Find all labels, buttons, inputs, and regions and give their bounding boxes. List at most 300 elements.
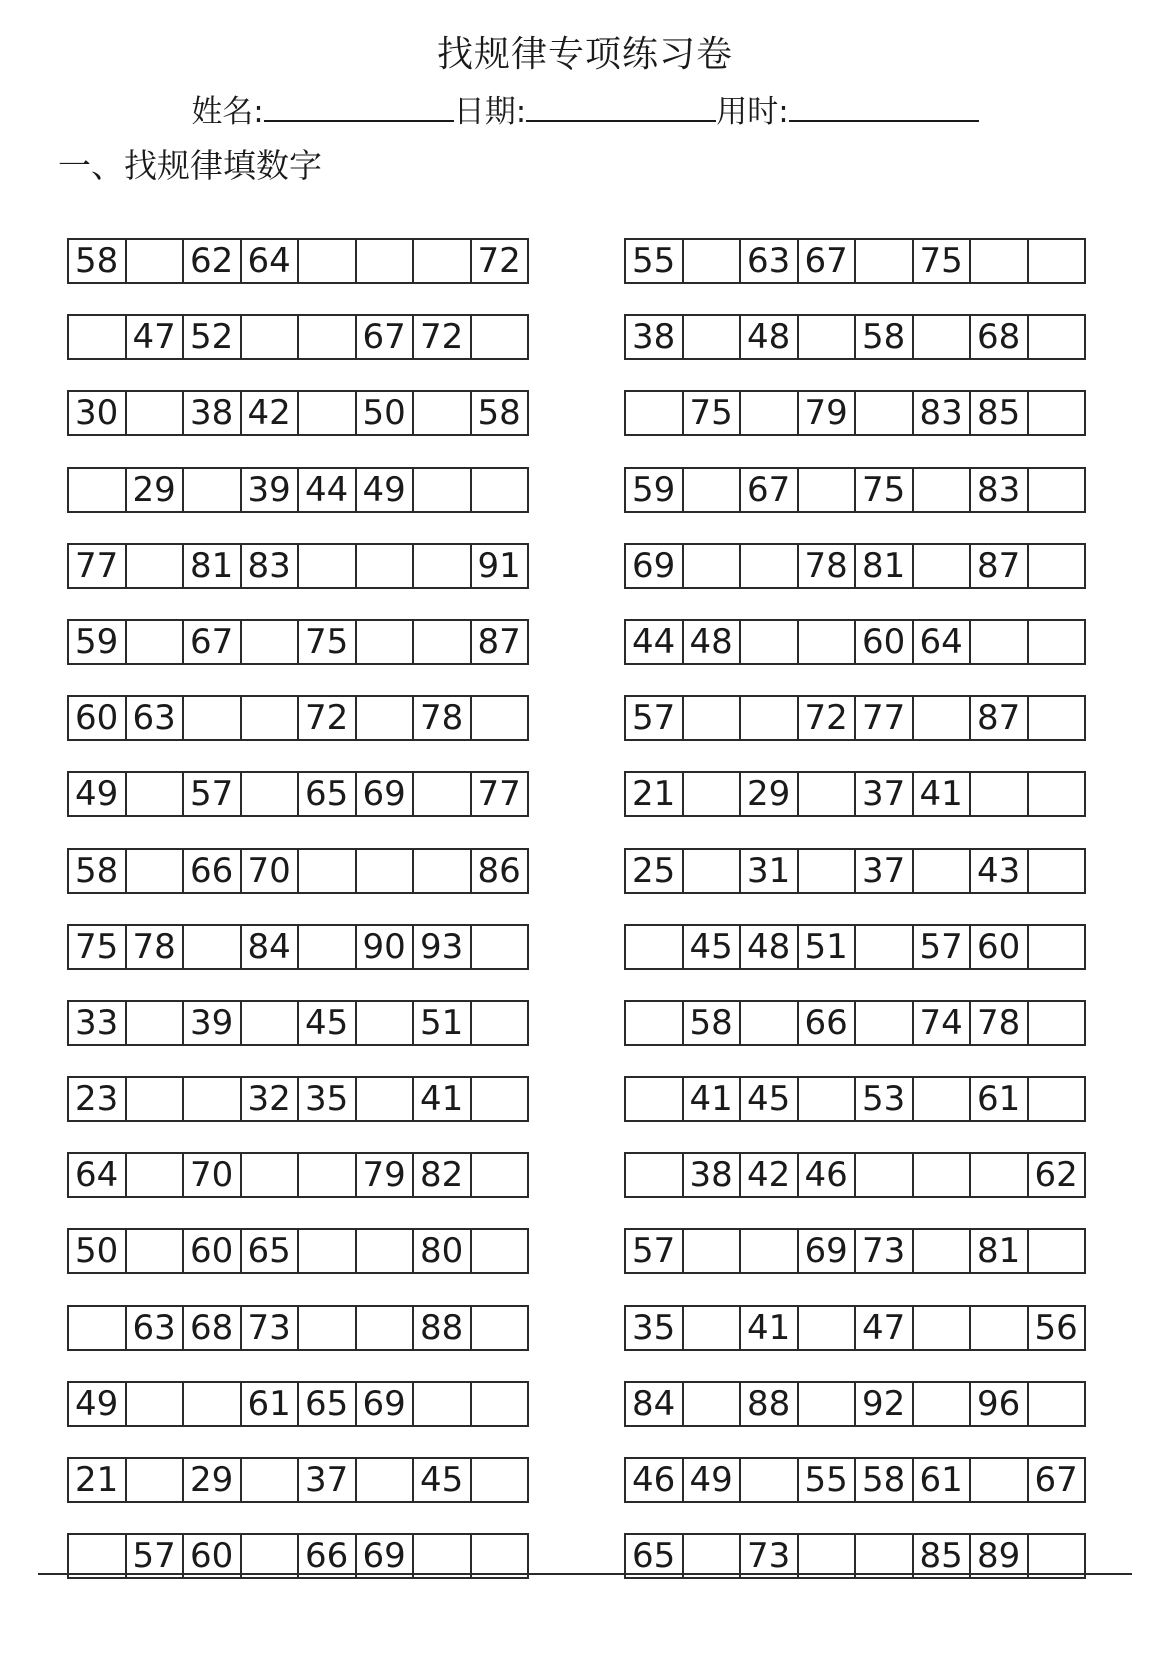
given-number-cell: 81 [854,543,914,589]
given-number-cell: 58 [682,1000,742,1046]
given-number-cell: 81 [969,1228,1029,1274]
answer-blank-cell [297,1228,357,1274]
given-number-cell: 67 [797,238,857,284]
given-number-cell: 49 [355,467,415,513]
answer-blank-cell [739,390,799,436]
given-number-cell: 56 [1027,1305,1087,1351]
given-number-cell: 55 [797,1457,857,1503]
answer-blank-cell [355,1305,415,1351]
answer-blank-cell [624,1076,684,1122]
answer-blank-cell [297,390,357,436]
given-number-cell: 65 [624,1533,684,1579]
given-number-cell: 73 [739,1533,799,1579]
answer-blank-cell [969,619,1029,665]
answer-blank-cell [125,238,185,284]
given-number-cell: 57 [624,1228,684,1274]
answer-blank-cell [182,467,242,513]
answer-blank-cell [797,771,857,817]
number-sequence-row [624,1228,1100,1274]
number-sequence-row [67,848,543,894]
given-number-cell: 65 [240,1228,300,1274]
given-number-cell: 69 [624,543,684,589]
given-number-cell: 78 [125,924,185,970]
given-number-cell: 67 [182,619,242,665]
given-number-cell: 49 [67,771,127,817]
given-number-cell: 77 [67,543,127,589]
answer-blank-cell [412,619,472,665]
number-sequence-row [67,1076,543,1122]
answer-blank-cell [797,1381,857,1427]
answer-blank-cell [470,467,530,513]
number-sequence-row [67,771,543,817]
number-sequence-row [624,467,1100,513]
given-number-cell: 30 [67,390,127,436]
answer-blank-cell [854,924,914,970]
given-number-cell: 62 [1027,1152,1087,1198]
answer-blank-cell [682,848,742,894]
given-number-cell: 37 [297,1457,357,1503]
answer-blank-cell [912,1381,972,1427]
given-number-cell: 21 [67,1457,127,1503]
answer-blank-cell [912,1305,972,1351]
given-number-cell: 43 [969,848,1029,894]
given-number-cell: 35 [297,1076,357,1122]
answer-blank-cell [182,695,242,741]
number-sequence-row [67,924,543,970]
answer-blank-cell [355,619,415,665]
number-sequence-row [624,1381,1100,1427]
number-sequence-row [67,619,543,665]
given-number-cell: 92 [854,1381,914,1427]
answer-blank-cell [739,1457,799,1503]
given-number-cell: 38 [624,314,684,360]
given-number-cell: 61 [969,1076,1029,1122]
answer-blank-cell [470,1305,530,1351]
answer-blank-cell [797,467,857,513]
given-number-cell: 75 [297,619,357,665]
number-sequence-row [624,238,1100,284]
answer-blank-cell [240,619,300,665]
time-label: 用时: [716,94,789,130]
answer-blank-cell [240,1000,300,1046]
answer-blank-cell [412,543,472,589]
answer-blank-cell [624,390,684,436]
given-number-cell: 96 [969,1381,1029,1427]
given-number-cell: 46 [797,1152,857,1198]
number-sequence-row [624,1305,1100,1351]
answer-blank-cell [470,1076,530,1122]
given-number-cell: 42 [240,390,300,436]
given-number-cell: 60 [854,619,914,665]
given-number-cell: 59 [67,619,127,665]
given-number-cell: 57 [912,924,972,970]
number-sequence-row [67,1457,543,1503]
given-number-cell: 32 [240,1076,300,1122]
answer-blank-cell [355,848,415,894]
answer-blank-cell [624,1152,684,1198]
answer-blank-cell [240,695,300,741]
answer-blank-cell [854,1152,914,1198]
number-sequence-row [624,695,1100,741]
given-number-cell: 66 [297,1533,357,1579]
given-number-cell: 73 [240,1305,300,1351]
given-number-cell: 61 [912,1457,972,1503]
answer-blank-cell [912,543,972,589]
answer-blank-cell [1027,1076,1087,1122]
number-sequence-row [624,1152,1100,1198]
given-number-cell: 78 [797,543,857,589]
answer-blank-cell [355,1000,415,1046]
answer-blank-cell [1027,314,1087,360]
given-number-cell: 37 [854,848,914,894]
given-number-cell: 21 [624,771,684,817]
given-number-cell: 82 [412,1152,472,1198]
given-number-cell: 72 [470,238,530,284]
left-question-column [67,238,543,1609]
number-sequence-row [624,848,1100,894]
given-number-cell: 64 [67,1152,127,1198]
given-number-cell: 66 [797,1000,857,1046]
given-number-cell: 46 [624,1457,684,1503]
answer-blank-cell [682,1381,742,1427]
given-number-cell: 44 [624,619,684,665]
given-number-cell: 38 [682,1152,742,1198]
number-sequence-row [67,1000,543,1046]
answer-blank-cell [969,771,1029,817]
given-number-cell: 49 [67,1381,127,1427]
answer-blank-cell [854,390,914,436]
answer-blank-cell [412,771,472,817]
right-question-column [624,238,1100,1609]
answer-blank-cell [682,695,742,741]
given-number-cell: 29 [182,1457,242,1503]
given-number-cell: 48 [682,619,742,665]
number-sequence-row [624,1457,1100,1503]
answer-blank-cell [682,314,742,360]
answer-blank-cell [470,1457,530,1503]
number-sequence-row [67,1152,543,1198]
answer-blank-cell [125,619,185,665]
given-number-cell: 33 [67,1000,127,1046]
page-bottom-rule [38,1573,1132,1575]
answer-blank-cell [470,1152,530,1198]
given-number-cell: 70 [240,848,300,894]
given-number-cell: 89 [969,1533,1029,1579]
given-number-cell: 59 [624,467,684,513]
answer-blank-cell [682,543,742,589]
number-sequence-row [67,390,543,436]
given-number-cell: 87 [969,695,1029,741]
answer-blank-cell [412,848,472,894]
answer-blank-cell [125,543,185,589]
answer-blank-cell [1027,619,1087,665]
answer-blank-cell [125,390,185,436]
answer-blank-cell [912,1228,972,1274]
given-number-cell: 69 [797,1228,857,1274]
answer-blank-cell [969,238,1029,284]
given-number-cell: 65 [297,771,357,817]
given-number-cell: 67 [739,467,799,513]
number-sequence-row [67,543,543,589]
answer-blank-cell [355,238,415,284]
given-number-cell: 75 [67,924,127,970]
answer-blank-cell [412,238,472,284]
given-number-cell: 69 [355,1381,415,1427]
given-number-cell: 87 [969,543,1029,589]
given-number-cell: 42 [739,1152,799,1198]
answer-blank-cell [797,619,857,665]
answer-blank-cell [1027,1228,1087,1274]
given-number-cell: 63 [125,695,185,741]
given-number-cell: 60 [969,924,1029,970]
given-number-cell: 55 [624,238,684,284]
given-number-cell: 58 [854,314,914,360]
answer-blank-cell [797,848,857,894]
answer-blank-cell [470,1228,530,1274]
answer-blank-cell [470,314,530,360]
student-info-line [0,88,1170,134]
answer-blank-cell [297,1152,357,1198]
answer-blank-cell [125,1076,185,1122]
answer-blank-cell [682,1228,742,1274]
answer-blank-cell [1027,238,1087,284]
answer-blank-cell [125,1000,185,1046]
answer-blank-cell [355,1228,415,1274]
given-number-cell: 67 [1027,1457,1087,1503]
answer-blank-cell [682,771,742,817]
given-number-cell: 37 [854,771,914,817]
given-number-cell: 69 [355,771,415,817]
answer-blank-cell [470,695,530,741]
answer-blank-cell [624,924,684,970]
given-number-cell: 83 [240,543,300,589]
given-number-cell: 62 [182,238,242,284]
name-blank [264,88,454,122]
given-number-cell: 72 [297,695,357,741]
answer-blank-cell [67,314,127,360]
answer-blank-cell [125,1228,185,1274]
given-number-cell: 45 [739,1076,799,1122]
answer-blank-cell [912,1076,972,1122]
answer-blank-cell [297,238,357,284]
given-number-cell: 77 [854,695,914,741]
answer-blank-cell [125,1457,185,1503]
date-label: 日期: [453,94,527,130]
number-sequence-row [67,1228,543,1274]
answer-blank-cell [355,1457,415,1503]
answer-blank-cell [682,1305,742,1351]
number-sequence-row [624,1000,1100,1046]
given-number-cell: 85 [912,1533,972,1579]
answer-blank-cell [125,1152,185,1198]
answer-blank-cell [1027,771,1087,817]
given-number-cell: 45 [682,924,742,970]
given-number-cell: 53 [854,1076,914,1122]
given-number-cell: 86 [470,848,530,894]
given-number-cell: 58 [470,390,530,436]
given-number-cell: 44 [297,467,357,513]
given-number-cell: 58 [67,238,127,284]
answer-blank-cell [125,1381,185,1427]
answer-blank-cell [682,467,742,513]
answer-blank-cell [355,695,415,741]
answer-blank-cell [624,1000,684,1046]
answer-blank-cell [297,924,357,970]
answer-blank-cell [355,1076,415,1122]
answer-blank-cell [67,1305,127,1351]
given-number-cell: 60 [182,1228,242,1274]
worksheet-title: 找规律专项练习卷 [436,34,733,75]
number-sequence-row [624,924,1100,970]
given-number-cell: 60 [67,695,127,741]
answer-blank-cell [67,467,127,513]
answer-blank-cell [297,1305,357,1351]
given-number-cell: 69 [355,1533,415,1579]
given-number-cell: 66 [182,848,242,894]
given-number-cell: 80 [412,1228,472,1274]
answer-blank-cell [1027,848,1087,894]
answer-blank-cell [240,1457,300,1503]
number-sequence-row [624,543,1100,589]
given-number-cell: 75 [682,390,742,436]
given-number-cell: 88 [739,1381,799,1427]
given-number-cell: 77 [470,771,530,817]
number-sequence-row [624,1076,1100,1122]
answer-blank-cell [969,1457,1029,1503]
answer-blank-cell [1027,467,1087,513]
given-number-cell: 23 [67,1076,127,1122]
given-number-cell: 75 [912,238,972,284]
number-sequence-row [624,771,1100,817]
given-number-cell: 83 [912,390,972,436]
answer-blank-cell [739,543,799,589]
number-sequence-row [624,390,1100,436]
given-number-cell: 73 [854,1228,914,1274]
given-number-cell: 51 [412,1000,472,1046]
answer-blank-cell [1027,1000,1087,1046]
answer-blank-cell [1027,543,1087,589]
answer-blank-cell [412,390,472,436]
given-number-cell: 35 [624,1305,684,1351]
answer-blank-cell [797,1076,857,1122]
answer-blank-cell [355,543,415,589]
answer-blank-cell [297,314,357,360]
number-sequence-row [624,619,1100,665]
given-number-cell: 48 [739,924,799,970]
given-number-cell: 58 [67,848,127,894]
answer-blank-cell [412,467,472,513]
answer-blank-cell [912,1152,972,1198]
given-number-cell: 57 [182,771,242,817]
number-sequence-row [67,467,543,513]
number-sequence-row [67,1381,543,1427]
given-number-cell: 48 [739,314,799,360]
answer-blank-cell [125,848,185,894]
number-sequence-row [67,695,543,741]
given-number-cell: 45 [412,1457,472,1503]
answer-blank-cell [412,1381,472,1427]
section-heading: 一、找规律填数字 [58,146,322,185]
given-number-cell: 68 [969,314,1029,360]
given-number-cell: 72 [412,314,472,360]
given-number-cell: 51 [797,924,857,970]
given-number-cell: 31 [739,848,799,894]
given-number-cell: 64 [240,238,300,284]
given-number-cell: 68 [182,1305,242,1351]
answer-blank-cell [240,1152,300,1198]
number-sequence-row [67,314,543,360]
given-number-cell: 93 [412,924,472,970]
number-sequence-row [67,238,543,284]
given-number-cell: 75 [854,467,914,513]
given-number-cell: 41 [739,1305,799,1351]
number-sequence-row [67,1305,543,1351]
given-number-cell: 41 [682,1076,742,1122]
given-number-cell: 39 [182,1000,242,1046]
given-number-cell: 74 [912,1000,972,1046]
answer-blank-cell [854,238,914,284]
answer-blank-cell [797,314,857,360]
given-number-cell: 65 [297,1381,357,1427]
given-number-cell: 72 [797,695,857,741]
given-number-cell: 60 [182,1533,242,1579]
given-number-cell: 88 [412,1305,472,1351]
answer-blank-cell [297,848,357,894]
answer-blank-cell [470,1000,530,1046]
given-number-cell: 58 [854,1457,914,1503]
given-number-cell: 90 [355,924,415,970]
given-number-cell: 47 [125,314,185,360]
given-number-cell: 67 [355,314,415,360]
answer-blank-cell [739,619,799,665]
answer-blank-cell [240,314,300,360]
answer-blank-cell [739,695,799,741]
answer-blank-cell [969,1305,1029,1351]
given-number-cell: 64 [912,619,972,665]
given-number-cell: 83 [969,467,1029,513]
answer-blank-cell [182,1076,242,1122]
given-number-cell: 50 [355,390,415,436]
name-label: 姓名: [191,94,264,130]
given-number-cell: 49 [682,1457,742,1503]
answer-blank-cell [182,924,242,970]
given-number-cell: 87 [470,619,530,665]
given-number-cell: 61 [240,1381,300,1427]
given-number-cell: 41 [412,1076,472,1122]
given-number-cell: 78 [412,695,472,741]
given-number-cell: 84 [240,924,300,970]
given-number-cell: 79 [355,1152,415,1198]
answer-blank-cell [470,1381,530,1427]
given-number-cell: 63 [739,238,799,284]
given-number-cell: 47 [854,1305,914,1351]
given-number-cell: 25 [624,848,684,894]
answer-blank-cell [1027,1381,1087,1427]
answer-blank-cell [912,467,972,513]
given-number-cell: 63 [125,1305,185,1351]
given-number-cell: 52 [182,314,242,360]
answer-blank-cell [797,1305,857,1351]
given-number-cell: 81 [182,543,242,589]
answer-blank-cell [854,1000,914,1046]
given-number-cell: 91 [470,543,530,589]
given-number-cell: 29 [739,771,799,817]
answer-blank-cell [912,695,972,741]
given-number-cell: 57 [125,1533,185,1579]
given-number-cell: 78 [969,1000,1029,1046]
given-number-cell: 45 [297,1000,357,1046]
given-number-cell: 79 [797,390,857,436]
